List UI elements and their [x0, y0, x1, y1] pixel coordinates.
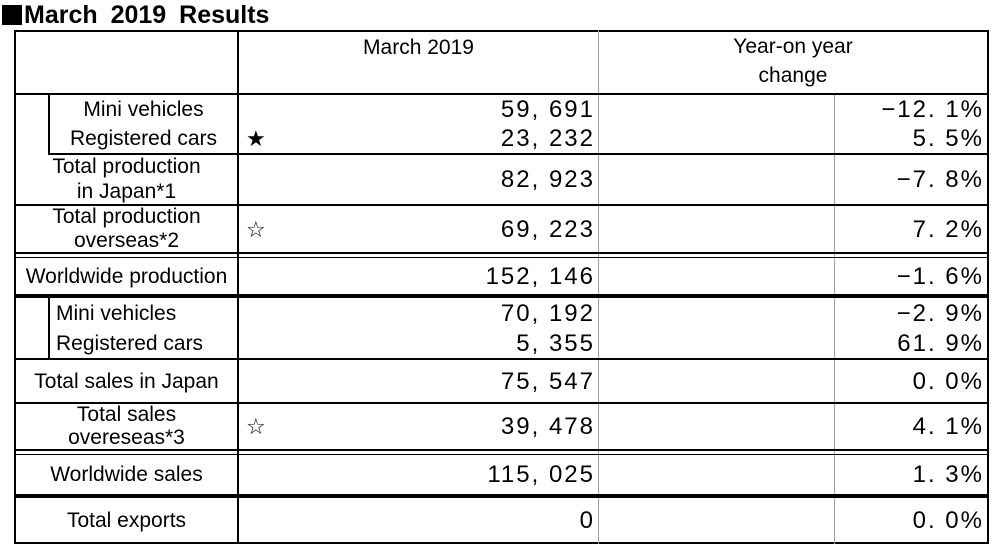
row-label: Total exports: [66, 508, 187, 532]
header-yoy-line1: Year-on year: [733, 35, 853, 58]
row-label-line1: Total production: [52, 204, 201, 228]
row-label-line2: in Japan*1: [76, 180, 177, 203]
table-border-bottom: [14, 542, 989, 544]
row-label: Registered cars: [69, 127, 218, 150]
row-yoy: 0. 0%: [912, 506, 984, 534]
star-outline-icon: ☆: [246, 414, 266, 439]
black-square-icon: [2, 5, 22, 25]
row-value: 23, 232: [500, 125, 595, 152]
row-value: 115, 025: [487, 461, 595, 488]
row-yoy: −12. 1%: [881, 95, 984, 123]
row-yoy: 1. 3%: [912, 461, 984, 488]
header-yoy-line2: change: [758, 64, 828, 87]
row-label: Worldwide sales: [50, 463, 203, 486]
row-value: 69, 223: [500, 215, 595, 243]
row-label: Total sales in Japan: [34, 369, 219, 393]
row-value: 0: [579, 506, 595, 534]
row-label: Mini vehicles: [83, 97, 204, 121]
row-yoy: 61. 9%: [897, 329, 984, 357]
row-yoy: 0. 0%: [912, 367, 984, 395]
row-label-line2: overeseas*3: [68, 426, 185, 449]
row-label-line2: overseas*2: [73, 228, 180, 252]
header-month: March 2019: [363, 35, 474, 59]
row-yoy: −2. 9%: [896, 299, 984, 327]
row-label-line1: Total production: [52, 155, 201, 178]
star-filled-icon: ★: [246, 126, 266, 151]
row-value: 82, 923: [500, 166, 595, 193]
row-value: 70, 192: [500, 299, 595, 327]
page-title-text: March 2019 Results: [24, 1, 270, 29]
table-border-right: [987, 30, 989, 544]
row-yoy: 7. 2%: [912, 215, 984, 243]
row-label-line1: Total sales: [76, 403, 177, 426]
row-label: Registered cars: [56, 331, 204, 355]
row-yoy: −1. 6%: [896, 262, 984, 290]
row-label: Worldwide production: [25, 264, 228, 288]
row-value: 5, 355: [516, 329, 595, 357]
row-yoy: 4. 1%: [912, 413, 984, 440]
row-yoy: −7. 8%: [896, 166, 984, 193]
star-outline-icon: ☆: [246, 216, 266, 242]
row-value: 152, 146: [485, 262, 595, 290]
row-value: 75, 547: [500, 367, 595, 395]
sales-group-bracket: [48, 296, 50, 359]
page-title: [2, 0, 269, 30]
column-divider-value: [598, 30, 599, 544]
row-yoy: 5. 5%: [912, 125, 984, 152]
row-value: 39, 478: [500, 413, 595, 440]
row-label: Mini vehicles: [56, 301, 177, 325]
row-value: 59, 691: [500, 95, 595, 123]
